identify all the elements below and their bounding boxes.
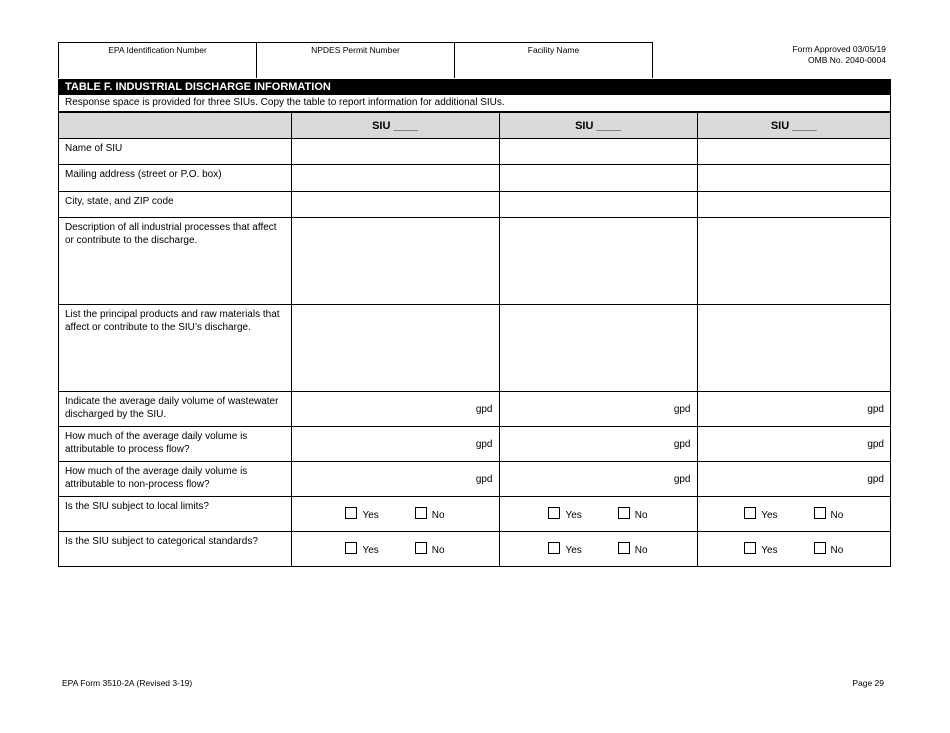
- siu-1-process-flow-field[interactable]: [291, 427, 499, 462]
- siu-3-process-flow-field[interactable]: [697, 427, 890, 462]
- siu-1-description-field[interactable]: [291, 218, 499, 305]
- no-option[interactable]: No: [814, 507, 844, 521]
- table-row: [59, 532, 890, 567]
- row-label-nonprocess-flow: How much of the average daily volume is attributable to non-process flow?: [59, 462, 291, 497]
- table-row: [59, 305, 890, 392]
- siu-2-mailing-field[interactable]: [499, 165, 697, 192]
- table-subtitle: Response space is provided for three SIUs. Copy the table to report information for additional SIUs.: [59, 95, 890, 112]
- gpd-unit: gpd: [867, 403, 884, 415]
- siu-2-city-field[interactable]: [499, 192, 697, 218]
- industrial-discharge-table: [58, 79, 891, 567]
- no-option[interactable]: No: [814, 542, 844, 556]
- epa-id-label: EPA Identification Number: [108, 45, 207, 55]
- siu-1-categorical: [291, 532, 499, 567]
- omb-number: OMB No. 2040-0004: [808, 55, 886, 65]
- siu-3-local-limits: [697, 497, 890, 532]
- checkbox-icon[interactable]: [814, 542, 826, 554]
- table-title: TABLE F. INDUSTRIAL DISCHARGE INFORMATION: [59, 79, 890, 95]
- row-label-products: List the principal products and raw materials that affect or contribute to the SIU’s discharge.: [59, 305, 291, 392]
- siu-2-process-flow-field[interactable]: [499, 427, 697, 462]
- row-label-categorical: Is the SIU subject to categorical standards?: [59, 532, 291, 567]
- gpd-unit: gpd: [867, 438, 884, 450]
- no-option[interactable]: No: [618, 507, 648, 521]
- siu-1-avg-volume-field[interactable]: [291, 392, 499, 427]
- siu-2-name-field[interactable]: [499, 139, 697, 165]
- siu-3-avg-volume-field[interactable]: [697, 392, 890, 427]
- siu-3-name-field[interactable]: [697, 139, 890, 165]
- yes-option[interactable]: Yes: [548, 542, 581, 556]
- siu-2-avg-volume-field[interactable]: [499, 392, 697, 427]
- form-header: [58, 42, 890, 78]
- yes-option[interactable]: Yes: [744, 507, 777, 521]
- siu-3-nonprocess-flow-field[interactable]: [697, 462, 890, 497]
- table-row: [59, 218, 890, 305]
- siu-header-2[interactable]: SIU ____: [499, 113, 697, 139]
- siu-header-1[interactable]: SIU ____: [291, 113, 499, 139]
- checkbox-icon[interactable]: [814, 507, 826, 519]
- gpd-unit: gpd: [673, 473, 691, 485]
- siu-3-products-field[interactable]: [697, 305, 890, 392]
- siu-3-categorical: [697, 532, 890, 567]
- siu-1-city-field[interactable]: [291, 192, 499, 218]
- approval-date: Form Approved 03/05/19: [792, 44, 886, 54]
- siu-1-nonprocess-flow-field[interactable]: [291, 462, 499, 497]
- facility-name-label: Facility Name: [527, 45, 580, 55]
- yes-option[interactable]: Yes: [548, 507, 581, 521]
- checkbox-icon[interactable]: [548, 507, 560, 519]
- siu-3-description-field[interactable]: [697, 218, 890, 305]
- row-label-mailing: Mailing address (street or P.O. box): [59, 165, 291, 192]
- siu-1-mailing-field[interactable]: [291, 165, 499, 192]
- checkbox-icon[interactable]: [345, 542, 357, 554]
- gpd-unit: gpd: [475, 438, 493, 450]
- siu-table: [59, 112, 890, 567]
- gpd-unit: gpd: [475, 473, 493, 485]
- header-blank: [59, 113, 291, 139]
- siu-3-city-field[interactable]: [697, 192, 890, 218]
- gpd-unit: gpd: [475, 403, 493, 415]
- table-row: [59, 392, 890, 427]
- epa-id-field[interactable]: [58, 42, 256, 78]
- siu-header-3[interactable]: SIU ____: [697, 113, 890, 139]
- gpd-unit: gpd: [673, 438, 691, 450]
- siu-2-products-field[interactable]: [499, 305, 697, 392]
- siu-1-local-limits: [291, 497, 499, 532]
- siu-2-local-limits: [499, 497, 697, 532]
- checkbox-icon[interactable]: [415, 542, 427, 554]
- row-label-description: Description of all industrial processes that affect or contribute to the discharge.: [59, 218, 291, 305]
- siu-2-categorical: [499, 532, 697, 567]
- checkbox-icon[interactable]: [345, 507, 357, 519]
- siu-2-description-field[interactable]: [499, 218, 697, 305]
- yes-option[interactable]: Yes: [345, 542, 378, 556]
- no-option[interactable]: No: [618, 542, 648, 556]
- omb-approval: [792, 44, 886, 66]
- form-id: EPA Form 3510-2A (Revised 3-19): [62, 678, 193, 688]
- siu-2-nonprocess-flow-field[interactable]: [499, 462, 697, 497]
- row-label-city: City, state, and ZIP code: [59, 192, 291, 218]
- table-row: [59, 192, 890, 218]
- checkbox-icon[interactable]: [415, 507, 427, 519]
- table-row: [59, 462, 890, 497]
- siu-1-products-field[interactable]: [291, 305, 499, 392]
- checkbox-icon[interactable]: [744, 507, 756, 519]
- npdes-permit-label: NPDES Permit Number: [311, 45, 400, 55]
- yes-option[interactable]: Yes: [345, 507, 378, 521]
- checkbox-icon[interactable]: [548, 542, 560, 554]
- npdes-permit-field[interactable]: [256, 42, 454, 78]
- gpd-unit: gpd: [673, 403, 691, 415]
- table-row: [59, 165, 890, 192]
- siu-1-name-field[interactable]: [291, 139, 499, 165]
- row-label-process-flow: How much of the average daily volume is attributable to process flow?: [59, 427, 291, 462]
- table-row: [59, 427, 890, 462]
- row-label-avg-volume: Indicate the average daily volume of wastewater discharged by the SIU.: [59, 392, 291, 427]
- yes-option[interactable]: Yes: [744, 542, 777, 556]
- siu-3-mailing-field[interactable]: [697, 165, 890, 192]
- table-header-row: [59, 113, 890, 139]
- facility-name-field[interactable]: [454, 42, 653, 78]
- table-row: [59, 497, 890, 532]
- page-number: Page 29: [852, 678, 884, 688]
- checkbox-icon[interactable]: [618, 542, 630, 554]
- no-option[interactable]: No: [415, 542, 445, 556]
- row-label-local-limits: Is the SIU subject to local limits?: [59, 497, 291, 532]
- table-row: [59, 139, 890, 165]
- checkbox-icon[interactable]: [744, 542, 756, 554]
- row-label-name: Name of SIU: [59, 139, 291, 165]
- no-option[interactable]: No: [415, 507, 445, 521]
- checkbox-icon[interactable]: [618, 507, 630, 519]
- gpd-unit: gpd: [867, 473, 884, 485]
